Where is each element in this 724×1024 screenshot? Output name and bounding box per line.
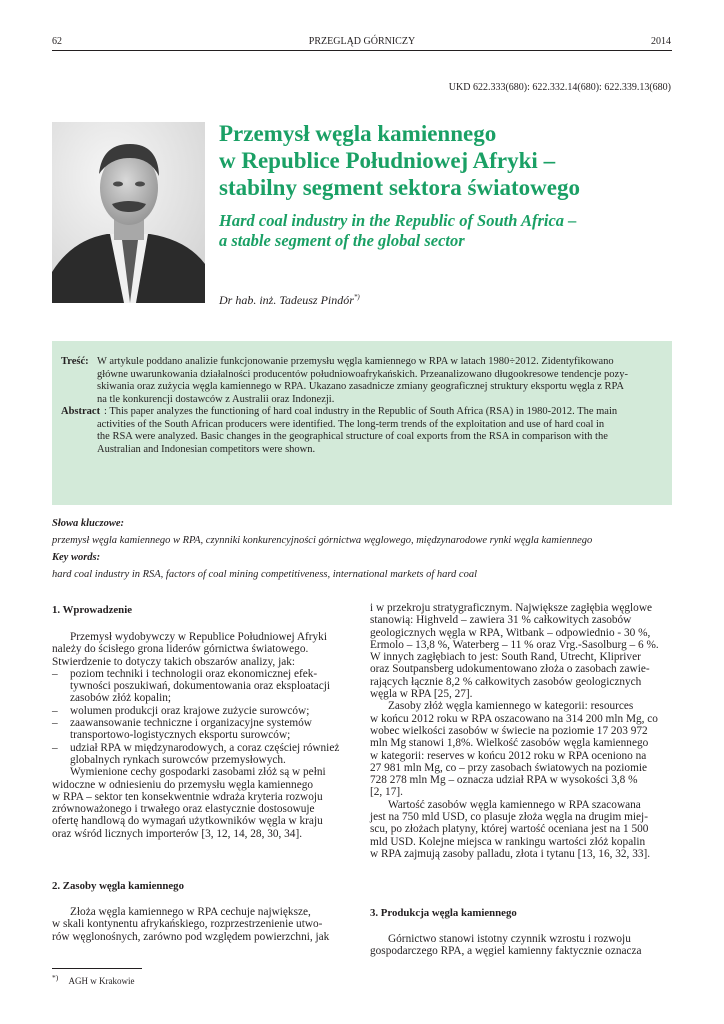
footnote-text: AGH w Krakowie	[68, 976, 135, 986]
abstract-pl-label: Treść:	[61, 356, 89, 367]
article-title-en	[219, 211, 679, 251]
section-1-heading: 1. Wprowadzenie	[52, 604, 132, 616]
section-3-heading: 3. Produkcja węgla kamiennego	[370, 907, 517, 919]
udk-code: UKD 622.333(680): 622.332.14(680): 622.339.13(680)	[448, 82, 671, 93]
list-item: – wolumen produkcji oraz krajowe zużycie surowców;	[52, 704, 310, 717]
journal-name: PRZEGLĄD GÓRNICZY	[308, 36, 416, 47]
article-title-pl	[219, 120, 679, 201]
title-en-line: Hard coal industry in the Republic of South Africa –	[219, 211, 577, 230]
keywords-en-text: hard coal industry in RSA, factors of coal mining competitiveness, international markets of hard coal	[52, 569, 478, 580]
paragraph: Wymienione cechy gospodarki zasobami złóż są w pełni widoczne w odniesieniu do przemysłu węgla kamiennego w RPA – sektor ten konsekwentnie wdraża kryteria rozwoju zrównoważonego i trwałego oraz elastycznie dostosowuje ofertę handlową do wymagań użytkowników węgla w kraju oraz wśród licznych importerów [3, 12, 14, 28, 30, 34].	[52, 766, 326, 840]
footnote	[52, 973, 134, 986]
paragraph: Złoża węgla kamiennego w RPA cechuje największe, w skali kontynentu afrykańskiego, rozprzestrzenienie utwo- rów węglonośnych, zarówno pod względem powierzchni, jak	[52, 906, 330, 943]
abstract-en-label: Abstract	[61, 406, 101, 417]
abstract-line: na tle konkurencji dostawców z Australii oraz Indonezji.	[97, 393, 335, 405]
paragraph: Przemysł wydobywczy w Republice Południowej Afryki należy do ścisłego grona liderów górnictwa światowego. Stwierdzenie to dotyczy takich obszarów analizy, jak:	[52, 631, 327, 668]
year: 2014	[651, 36, 671, 47]
section-2-heading: 2. Zasoby węgla kamiennego	[52, 880, 184, 892]
title-en-line: a stable segment of the global sector	[219, 231, 465, 250]
abstract-line: the RSA were analyzed. Basic changes in the geographical structure of coal exports from the RSA in comparison with the	[97, 431, 608, 443]
author-photo	[52, 122, 205, 303]
paragraph: i w przekroju stratygraficznym. Największe zagłębia węglowe stanowią: Highveld – zawiera 31 % całkowitych zasobów geologicznych węgla w RPA, Witbank – odpowiednio - 30 %, Ermolo – 13,8 %, Waterberg – 11 % oraz Vrg.-Sasolburg – 6 %. W innych zagłębiach to jest: South Rand, Utrecht, Klipriver oraz Soutpansberg udokumentowano złoża o zasobach zawie- rających łącznie 8,2 % całkowitych zasobów geologicznych węgla w RPA [25, 27].	[370, 602, 659, 701]
title-pl-line: stabilny segment sektora światowego	[219, 175, 580, 200]
paragraph: Zasoby złóż węgla kamiennego w kategorii: resources w końcu 2012 roku w RPA oszacowano na 314 200 mln Mg, co wobec wielkości zasobów w świecie na poziomie 17 203 972 mln Mg stanowi 1,8%. Wielkość zasobów węgla kamiennego w kategorii: reserves w końcu 2012 roku w RPA oceniono na 27 981 mln Mg, co – przy zasobach światowych na poziomie 728 278 mln Mg – oznacza udział RPA w wysokości 3,8 % [2, 17].	[370, 700, 658, 799]
abstract-en-text	[97, 406, 662, 456]
list-item: – poziom techniki i technologii oraz ekonomicznej efek- tywności poszukiwań, dokumentowania oraz eksploatacji zasobów złóż kopalin;	[52, 667, 331, 705]
list-item: – zaawansowanie techniczne i organizacyjne systemów transportowo-logistycznych eksportu surowców;	[52, 717, 312, 742]
abstract-box	[52, 341, 672, 505]
footnote-mark: *)	[52, 973, 59, 982]
bullet-list	[52, 668, 355, 766]
header-rule	[52, 50, 672, 51]
title-pl-line: Przemysł węgla kamiennego	[219, 121, 497, 146]
abstract-line: skiwania oraz zużycia węgla kamiennego w RPA. Ukazano zasadnicze zmiany geograficznej struktury eksportu węgla z RPA	[97, 381, 624, 393]
list-item: – udział RPA w międzynarodowych, a coraz częściej również globalnych rynkach surowców przemysłowych.	[52, 741, 340, 766]
left-column-text	[52, 631, 355, 840]
keywords-pl-heading: Słowa kluczowe:	[52, 518, 125, 529]
section-3-text	[370, 933, 672, 958]
author-footnote-mark: *)	[353, 293, 360, 301]
keywords-pl-text: przemysł węgla kamiennego w RPA, czynniki konkurencyjności górnictwa węglowego, międzynarodowe rynki węgla kamiennego	[52, 535, 593, 546]
keywords-en-heading: Key words:	[52, 552, 101, 563]
right-column-text	[370, 602, 672, 860]
paragraph: Górnictwo stanowi istotny czynnik wzrostu i rozwoju gospodarczego RPA, a węgiel kamienny faktycznie oznacza	[370, 933, 642, 958]
page-number: 62	[52, 36, 62, 47]
abstract-line: activities of the South African producers were identified. The long-term trends of the exploitation and use of hard coal in	[97, 418, 605, 430]
paragraph: Wartość zasobów węgla kamiennego w RPA szacowana jest na 750 mld USD, co plasuje złoża węgla na drugim miej- scu, po złożach platyny, której wartość oceniana jest na 1 500 mld USD. Kolejne miejsca w rankingu wartości złóż kopalin w RPA zajmują zasoby palladu, złota i tytanu [13, 16, 32, 33].	[370, 798, 651, 860]
section-2-text	[52, 906, 355, 943]
abstract-pl-text	[97, 356, 662, 406]
abstract-line: W artykule poddano analizie funkcjonowanie przemysłu węgla kamiennego w RPA w latach 1980÷2012. Zidentyfikowano	[97, 356, 614, 367]
footnote-rule	[52, 968, 142, 969]
abstract-line: : This paper analyzes the functioning of hard coal industry in the Republic of South Africa (RSA) in 1980-2012. The main	[104, 406, 618, 417]
abstract-line: główne uwarunkowania działalności producentów południowoafrykańskich. Przeanalizowano długookresowe tendencje pozy-	[97, 368, 628, 380]
abstract-line: Australian and Indonesian competitors were shown.	[97, 443, 316, 455]
author-line	[219, 293, 360, 308]
author-name: Dr hab. inż. Tadeusz Pindór	[219, 293, 354, 307]
title-pl-line: w Republice Południowej Afryki –	[219, 148, 556, 173]
